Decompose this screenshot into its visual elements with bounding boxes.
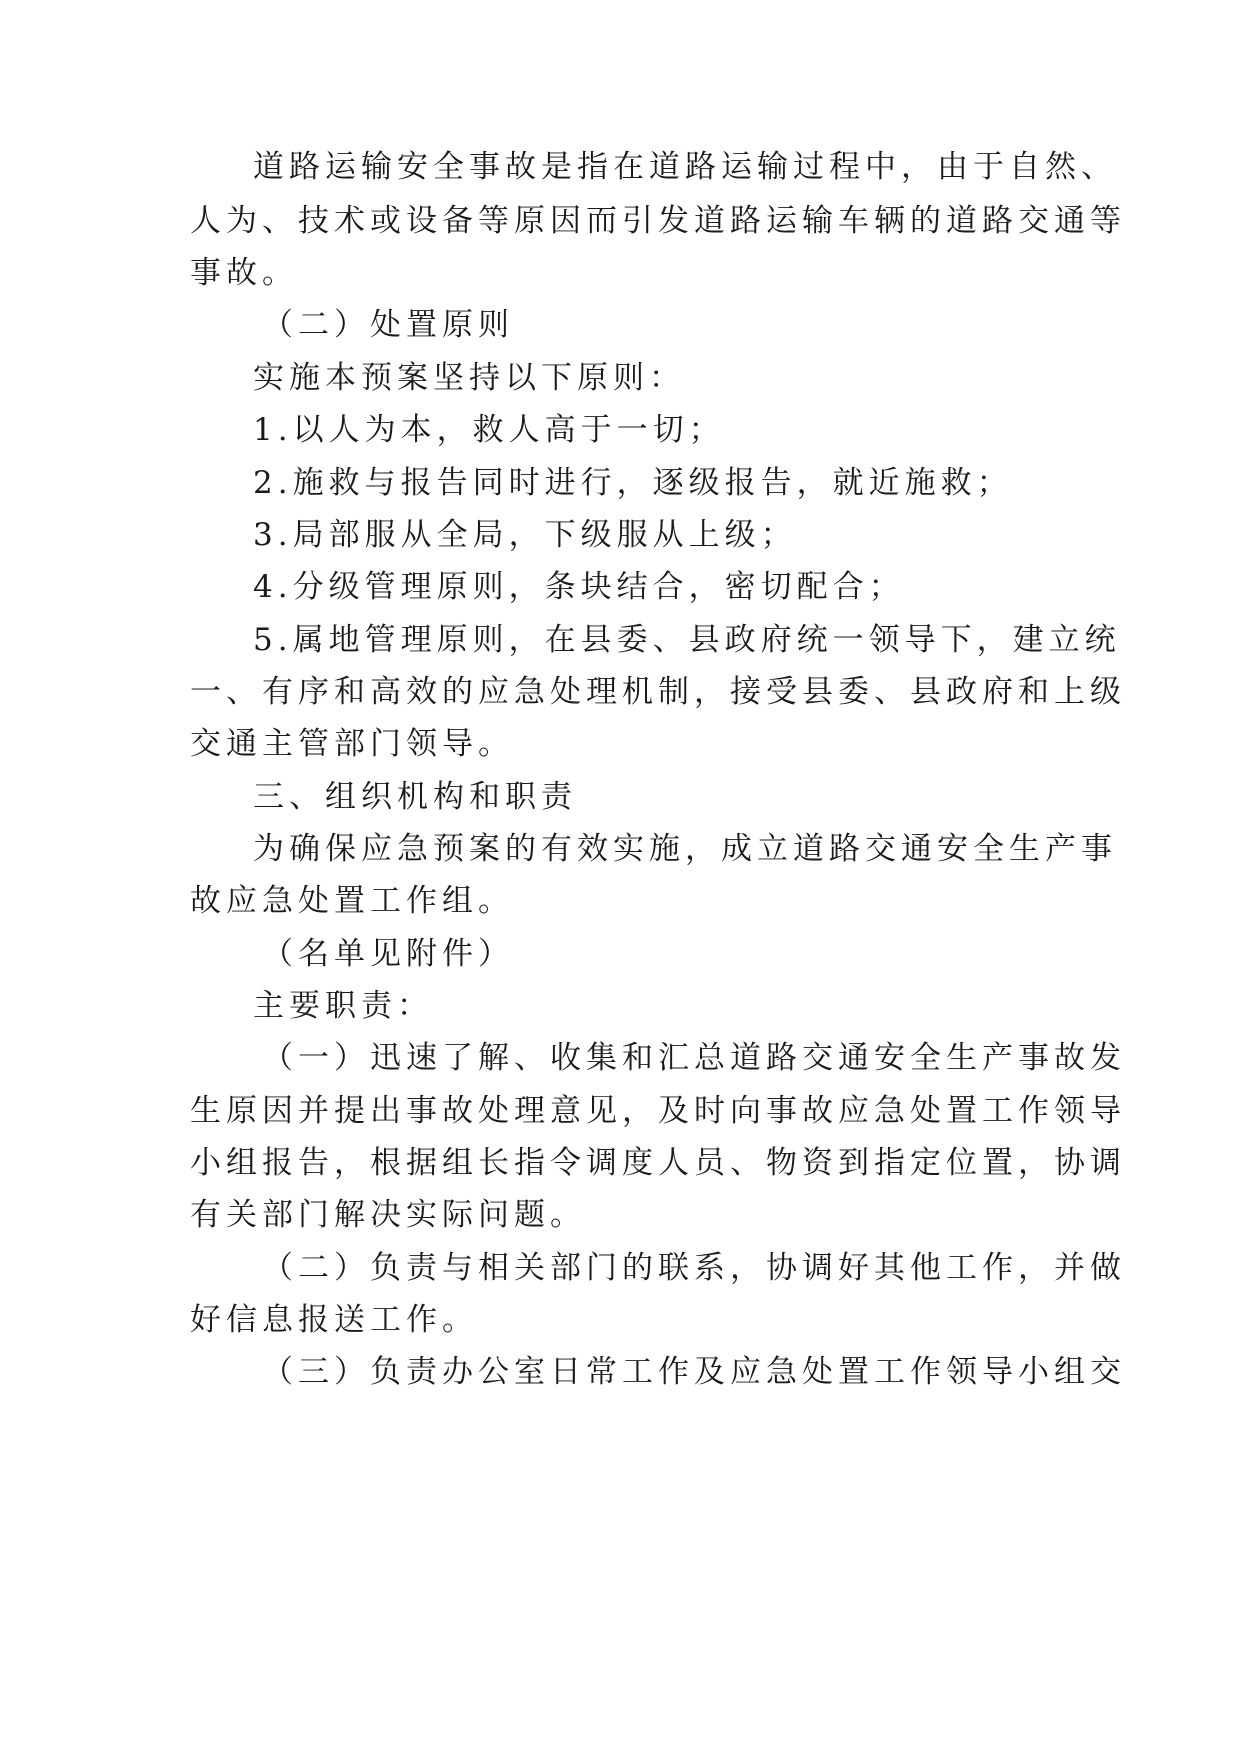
organization-paragraph-line-2: 故应急处置工作组。 (190, 883, 514, 919)
paragraph-definition-line-1: 道路运输安全事故是指在道路运输过程中，由于自然、 (253, 149, 1117, 185)
paragraph-definition-line-2: 人为、技术或设备等原因而引发道路运输车辆的道路交通等 (190, 203, 1126, 239)
main-duties-heading: 主要职责： (253, 988, 433, 1024)
principle-item-5-line-1: 5.属地管理原则，在县委、县政府统一领导下，建立统 (253, 622, 1121, 658)
section-heading-principles: （二）处置原则 (262, 307, 514, 343)
organization-paragraph-line-1: 为确保应急预案的有效实施，成立道路交通安全生产事 (253, 831, 1117, 867)
section-heading-organization: 三、组织机构和职责 (253, 779, 577, 815)
principle-item-4: 4.分级管理原则，条块结合，密切配合； (253, 569, 905, 605)
principle-item-1: 1.以人为本，救人高于一切； (253, 412, 725, 448)
duty-item-2-line-2: 好信息报送工作。 (190, 1302, 478, 1338)
principles-intro: 实施本预案坚持以下原则： (253, 360, 685, 396)
duty-item-3-line-1: （三）负责办公室日常工作及应急处置工作领导小组交 (262, 1354, 1126, 1390)
principle-item-5-line-2: 一、有序和高效的应急处理机制，接受县委、县政府和上级 (190, 674, 1126, 710)
principle-item-5-line-3: 交通主管部门领导。 (190, 726, 514, 762)
name-list-note: （名单见附件） (262, 936, 514, 972)
paragraph-definition-line-3: 事故。 (190, 255, 298, 291)
principle-item-3: 3.局部服从全局，下级服从上级； (253, 517, 797, 553)
duty-item-1-line-4: 有关部门解决实际问题。 (190, 1197, 586, 1233)
duty-item-1-line-2: 生原因并提出事故处理意见，及时向事故应急处置工作领导 (190, 1093, 1126, 1129)
duty-item-1-line-1: （一）迅速了解、收集和汇总道路交通安全生产事故发 (262, 1040, 1126, 1076)
duty-item-1-line-3: 小组报告，根据组长指令调度人员、物资到指定位置，协调 (190, 1145, 1126, 1181)
duty-item-2-line-1: （二）负责与相关部门的联系，协调好其他工作，并做 (262, 1250, 1126, 1286)
principle-item-2: 2.施救与报告同时进行，逐级报告，就近施救； (253, 465, 1013, 501)
